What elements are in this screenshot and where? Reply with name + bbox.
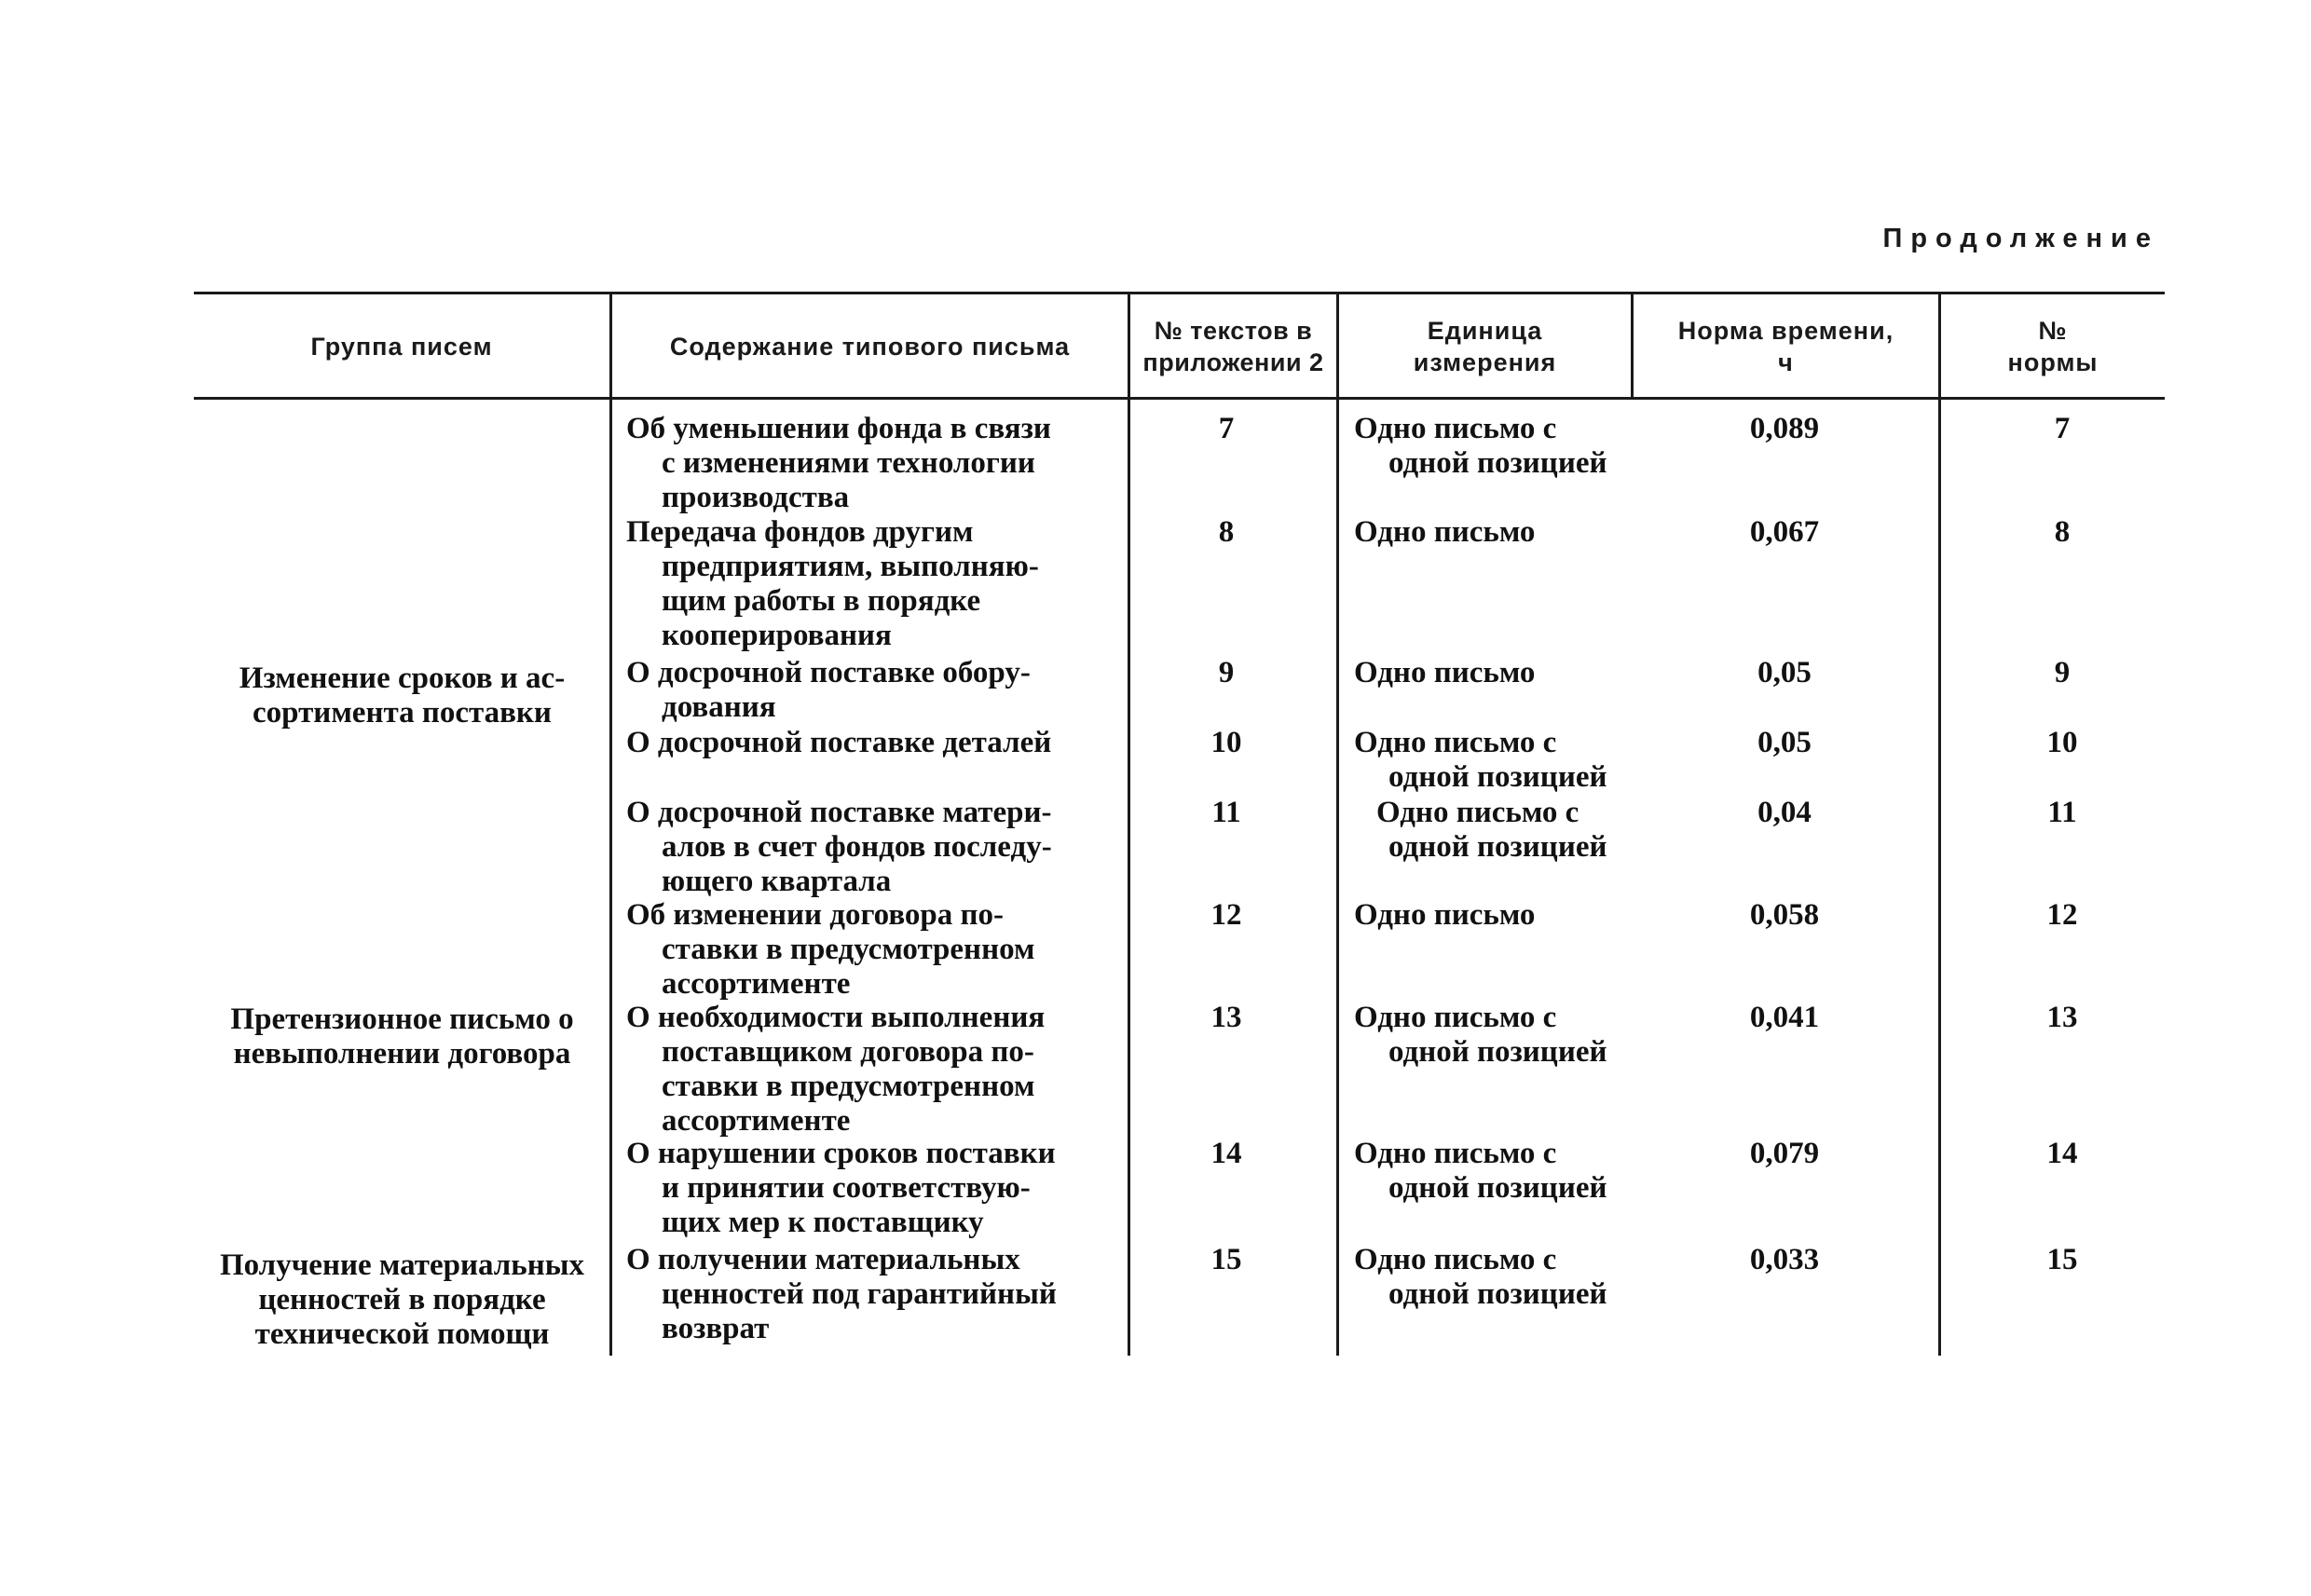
table-row-norm-number: 7 <box>2054 412 2071 445</box>
header-unit: Единица измерения <box>1413 317 1557 376</box>
table-row-norm-number: 10 <box>2046 726 2078 759</box>
table-row-text-number: 7 <box>1218 412 1235 445</box>
table-row-text-number: 13 <box>1210 1001 1242 1034</box>
table-row-norm: 0,033 <box>1749 1243 1820 1276</box>
group-cell: Изменение сроков и ас- сортимента поставки <box>239 662 566 730</box>
table-row-unit: Одно письмо с одной позицией <box>1354 1137 1607 1205</box>
continuation-label: Продолжение <box>1882 224 2159 253</box>
norms-table <box>194 292 2165 1356</box>
table-row-text-number: 12 <box>1210 898 1242 932</box>
table-row-content: Передача фондов другим предприятиям, выполняю- щим работы в порядке кооперирования <box>626 515 1039 652</box>
table-row-norm-number: 11 <box>2047 796 2077 829</box>
table-row-norm-number: 15 <box>2046 1243 2078 1276</box>
table-row-unit: Одно письмо <box>1354 656 1536 689</box>
table-row-content: О необходимости выполнения поставщиком договора по- ставки в предусмотренном ассортименте <box>626 1001 1046 1138</box>
group-cell: Получение материальных ценностей в порядке технической помощи <box>219 1248 585 1351</box>
table-row-norm: 0,079 <box>1749 1137 1820 1170</box>
table-row-content: О нарушении сроков поставки и принятии соответствую- щих мер к поставщику <box>626 1137 1056 1239</box>
table-row-content: О досрочной поставке деталей <box>626 726 1052 759</box>
table-row-norm: 0,067 <box>1749 515 1820 549</box>
header-text-number: № текстов в приложении 2 <box>1142 317 1324 376</box>
table-row-content: О получении материальных ценностей под гарантийный возврат <box>626 1243 1057 1345</box>
table-row-unit: Одно письмо с одной позицией <box>1376 796 1607 864</box>
table-row-norm: 0,05 <box>1757 656 1812 689</box>
table-row-norm: 0,041 <box>1749 1001 1820 1034</box>
table-row-norm: 0,058 <box>1749 898 1820 932</box>
table-row-norm-number: 8 <box>2054 515 2071 549</box>
table-row-norm-number: 14 <box>2046 1137 2078 1170</box>
column-divider-5 <box>1938 292 1941 1356</box>
table-row-unit: Одно письмо <box>1354 515 1536 549</box>
group-cell: Претензионное письмо о невыполнении договора <box>230 1003 574 1071</box>
header-group: Группа писем <box>310 333 493 361</box>
table-row-content: Об уменьшении фонда в связи с изменениями технологии производства <box>626 412 1051 514</box>
column-divider-3 <box>1336 292 1339 1356</box>
table-row-unit: Одно письмо <box>1354 898 1536 932</box>
table-row-content: Об изменении договора по- ставки в предусмотренном ассортименте <box>626 898 1035 1001</box>
table-row-unit: Одно письмо с одной позицией <box>1354 1001 1607 1069</box>
table-row-norm-number: 13 <box>2046 1001 2078 1034</box>
table-row-unit: Одно письмо с одной позицией <box>1354 1243 1607 1311</box>
table-row-norm: 0,05 <box>1757 726 1812 759</box>
table-row-text-number: 11 <box>1211 796 1241 829</box>
header-norm-number: № нормы <box>2007 317 2099 376</box>
column-divider-1 <box>609 292 612 1356</box>
table-row-norm-number: 12 <box>2046 898 2078 932</box>
table-row-content: О досрочной поставке матери- алов в счет фондов последу- ющего квартала <box>626 796 1052 898</box>
table-row-unit: Одно письмо с одной позицией <box>1354 726 1607 794</box>
table-row-text-number: 15 <box>1210 1243 1242 1276</box>
table-row-norm-number: 9 <box>2054 656 2071 689</box>
table-row-text-number: 9 <box>1218 656 1235 689</box>
table-row-unit: Одно письмо с одной позицией <box>1354 412 1607 480</box>
table-row-norm: 0,089 <box>1749 412 1820 445</box>
table-row-text-number: 10 <box>1210 726 1242 759</box>
table-row-norm: 0,04 <box>1757 796 1812 829</box>
table-row-text-number: 8 <box>1218 515 1235 549</box>
table-row-text-number: 14 <box>1210 1137 1242 1170</box>
header-bottom-rule <box>194 397 2165 400</box>
table-top-rule <box>194 292 2165 294</box>
header-norm: Норма времени, ч <box>1677 317 1894 376</box>
header-content: Содержание типового письма <box>669 333 1071 361</box>
table-row-content: О досрочной поставке обору- дования <box>626 656 1031 724</box>
